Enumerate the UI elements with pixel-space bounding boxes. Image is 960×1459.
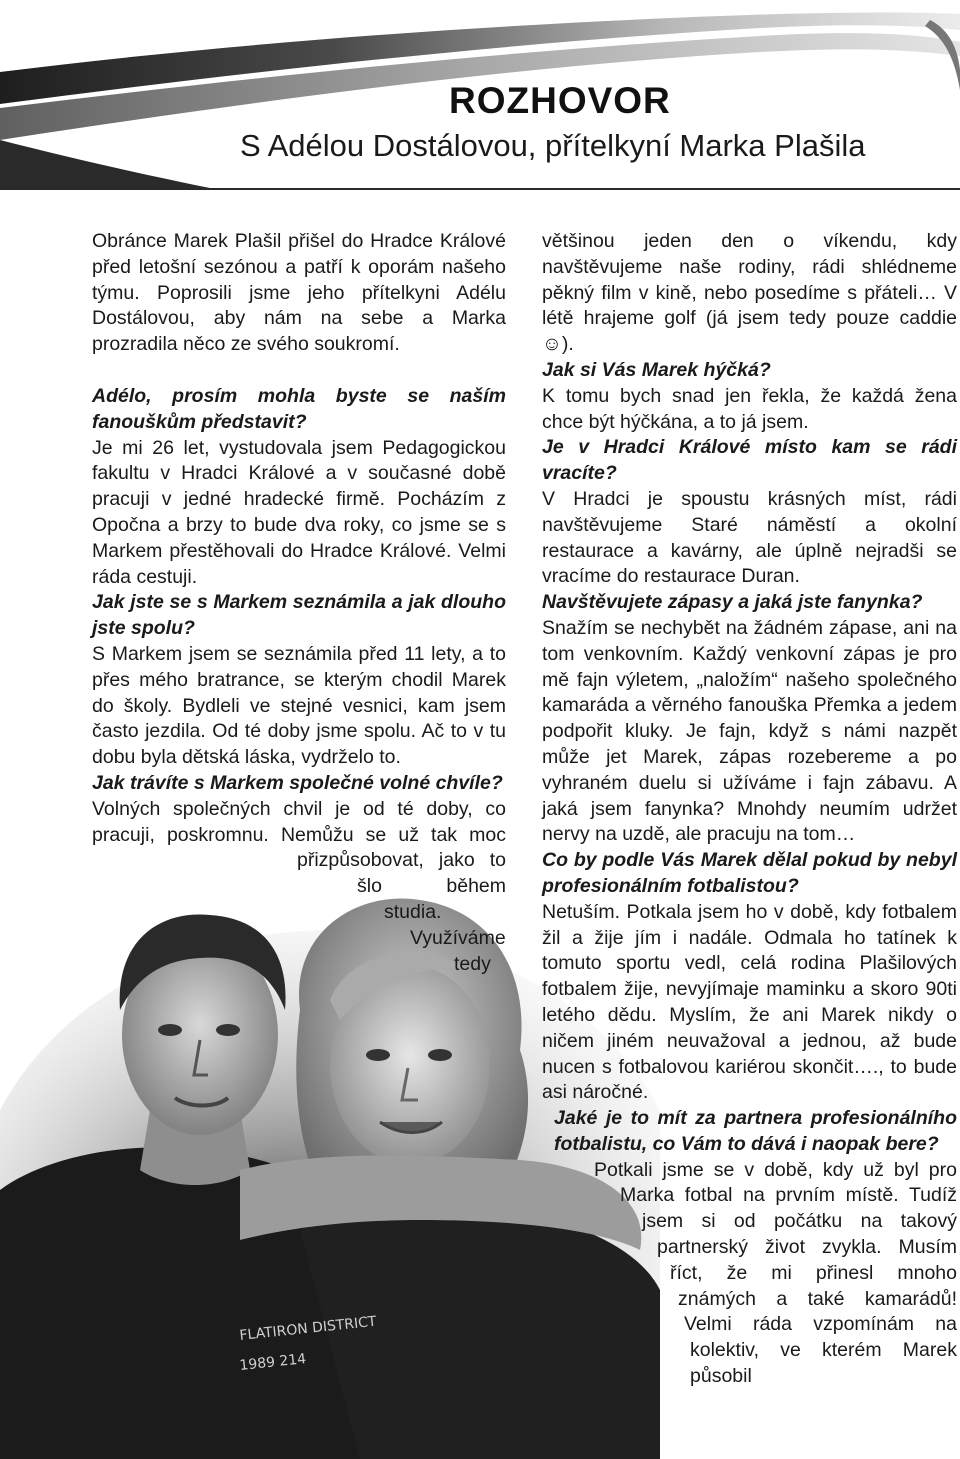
jersey-text-2: 1989 214 [238,1351,307,1374]
answer-8: Potkali jsme se v době, kdy už byl pro Marka fotbal na prvním místě. Tudíž jsem si od počátku na takový partnerský život zvykla. Musím říct, že mi přinesl mnoho známých a také kamarádů! Velmi ráda vzpomínám na kolektiv, ve kterém Marek působil [594,1158,957,1388]
question-1: Adélo, prosím mohla byste se naším fanouškům představit? [92,384,506,433]
article-subtitle: S Adélou Dostálovou, přítelkyní Marka Plašila [240,128,866,163]
question-7: Co by podle Vás Marek dělal pokud by nebyl profesionálním fotbalistou? [542,849,957,897]
question-4: Jak si Vás Marek hýčká? [542,358,771,381]
question-3: Jak trávíte s Markem společné volné chvíle? [92,771,503,794]
answer-8-wrap [542,1106,957,1390]
answer-6: Snažím se nechybět na žádném zápase, ani na tom venkovním. Každý venkovní zápas je pro mě fajn výletem, „naložím“ našeho společného kamaráda a věrného fanouška Přemka a jedem podpořit kluky. Je fajn, když s námi nazpět může jet Marek, zápas rozebereme a po vyhraném duelu si užíváme i fajn zábavu. A jaká jsem fanynka? Mnohdy neumím udržet nervy na uzdě, ale pracuju na tom… [542,616,957,846]
answer-5: V Hradci je spoustu krásných míst, rádi navštěvujeme Staré náměstí a okolní restaurace a kavárny, ale úplně nejradši se vracíme do restaurace Duran. [542,487,957,588]
answer-3-continued: většinou jeden den o víkendu, kdy navštěvujeme naše rodiny, rádi shlédneme pěkný film v kině, nebo posedíme s přáteli… V létě hrajeme golf (já jsem tedy pouze caddie ☺). [542,230,957,356]
left-column [92,229,506,979]
right-column [542,229,957,1390]
answer-1: Je mi 26 let, vystudovala jsem Pedagogickou fakultu v Hradci Králové a v současné době pracuji v jedné hradecké firmě. Pocházím z Opočna a brzy to bude dva roky, co jsme se s Markem přestěhovali do Hradce Králové. Velmi ráda cestuji. [92,436,506,588]
answer-7: Netuším. Potkala jsem ho v době, kdy fotbalem žil a žije jím i nadále. Odmala ho tatínek k tomuto sportu vedl, celá rodina Plašilových fotbalem žije, nevyjímaje maminku a skoro 90ti letého dědu. Myslím, že ani Marek nikdy o ničem jiném neuvažoval a jednou, až bude nucen s fotbalovou kariérou skončit…., to bude asi náročné. [542,900,957,1104]
answer-3-wrap [92,797,506,978]
answer-4: K tomu bych snad jen řekla, že každá žena chce být hýčkána, a to já jsem. [542,384,957,433]
jersey-text-1: FLATIRON DISTRICT [238,1313,378,1344]
article-title: ROZHOVOR [449,80,671,121]
question-8: Jaké je to mít za partnera profesionálního fotbalistu, co Vám to dává i naopak bere? [554,1107,957,1155]
question-2: Jak jste se s Markem seznámila a jak dlouho jste spolu? [92,591,506,640]
answer-2: S Markem jsem se seznámila před 11 lety, a to přes mého bratrance, se kterým chodil Marek do školy. Bydleli ve stejné vesnici, kam jsem často jezdila. Od té doby jsme spolu. Ač to v tu dobu byla dětská láska, vydrželo to. [92,642,506,769]
intro-paragraph: Obránce Marek Plašil přišel do Hradce Králové před letošní sezónou a patří k oporám našeho týmu. Poprosili jsme jeho přítelkyni Adélu Dostálovou, aby nám na sebe a Marka prozradila něco ze svého soukromí. [92,230,506,356]
answer-3: Volných společných chvil je od té doby, co pracuji, poskromnu. Nemůžu se už tak moc přizpůsobovat, jako to šlo během studia. Využíváme tedy [92,797,506,975]
question-6: Navštěvujete zápasy a jaká jste fanynka? [542,591,923,614]
question-5: Je v Hradci Králové místo kam se rádi vracíte? [542,436,957,485]
